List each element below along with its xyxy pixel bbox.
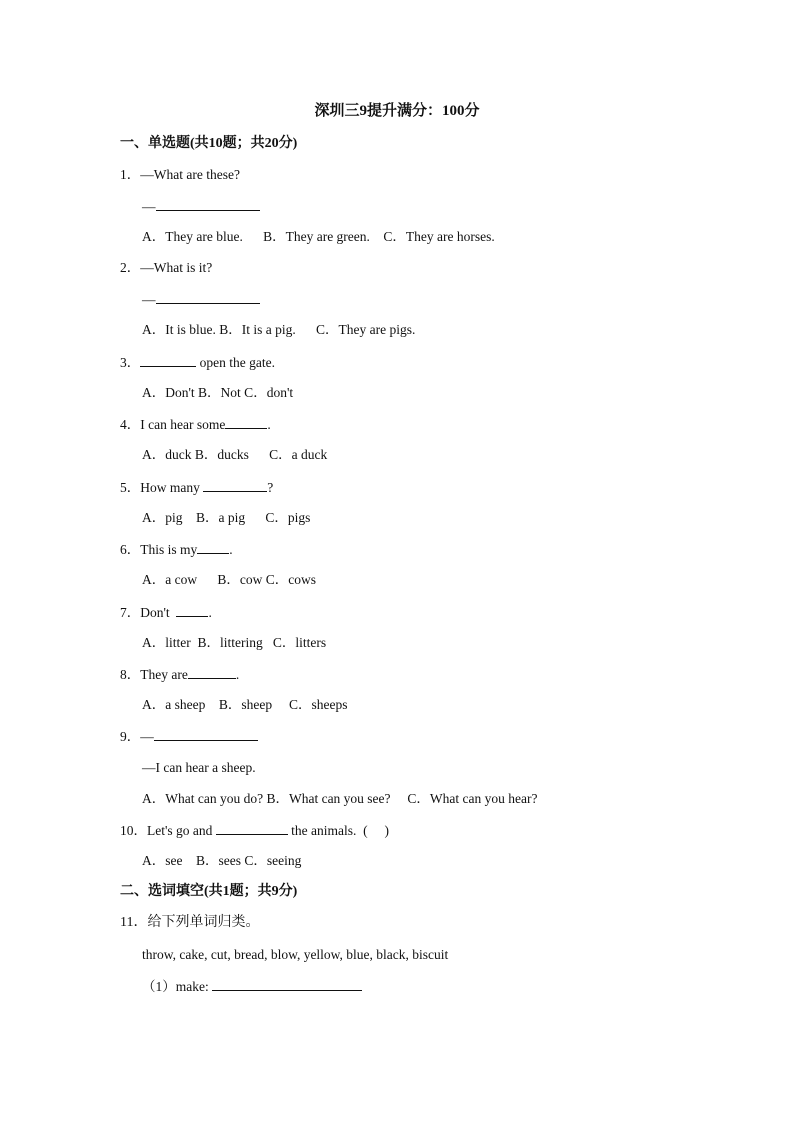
question-10	[120, 821, 389, 840]
page-title: 深圳三9提升满分：100分	[314, 103, 480, 119]
question-text: 9．—	[120, 729, 154, 744]
answer-blank[interactable]	[197, 540, 229, 554]
question-7	[120, 603, 212, 622]
question-8	[120, 665, 239, 684]
question-11-part-1	[142, 977, 362, 996]
answer-blank[interactable]	[203, 478, 267, 492]
answer-blank[interactable]	[156, 290, 260, 304]
answer-blank[interactable]	[176, 603, 208, 617]
question-8-options: A．a sheep B．sheep C．sheeps	[142, 697, 348, 712]
question-text: open the gate.	[196, 355, 275, 370]
answer-dash: —	[142, 199, 156, 214]
answer-blank[interactable]	[225, 415, 267, 429]
answer-blank[interactable]	[188, 665, 236, 679]
section-1-heading: 一、单选题(共10题；共20分)	[120, 136, 298, 151]
question-2-options: A．It is blue. B．It is a pig. C．They are pigs.	[142, 322, 416, 337]
answer-blank[interactable]	[154, 727, 258, 741]
question-text: 4．I can hear some	[120, 417, 226, 432]
question-text-after: the animals. ( )	[287, 823, 390, 838]
question-9-options: A．What can you do? B．What can you see? C．What can you hear?	[142, 791, 538, 806]
question-text: 8．They are	[120, 667, 188, 682]
question-text: 10．Let's go and	[120, 823, 216, 838]
question-5-options: A．pig B．a pig C．pigs	[142, 510, 311, 525]
question-text: 5．How many	[120, 480, 204, 495]
question-5	[120, 478, 273, 497]
question-1-options: A．They are blue. B．They are green. C．They are horses.	[142, 229, 495, 244]
question-9-reply: —I can hear a sheep.	[142, 760, 256, 775]
question-text: 7．Don't	[120, 605, 177, 620]
question-punct: .	[208, 605, 212, 620]
question-number: 3．	[120, 355, 141, 370]
question-9	[120, 727, 258, 746]
question-2-answer-line	[142, 290, 260, 309]
part-label: （1）make:	[142, 979, 213, 994]
question-6	[120, 540, 233, 559]
question-punct: .	[229, 542, 233, 557]
word-list: throw, cake, cut, bread, blow, yellow, blue, black, biscuit	[142, 947, 449, 962]
answer-blank[interactable]	[216, 821, 288, 835]
question-7-options: A．litter B．littering C．litters	[142, 635, 327, 650]
question-1: 1．—What are these?	[120, 167, 240, 182]
question-2: 2．—What is it?	[120, 260, 213, 275]
question-3-options: A．Don't B．Not C．don't	[142, 385, 294, 400]
question-11: 11．给下列单词归类。	[120, 915, 260, 930]
question-3	[120, 353, 275, 372]
question-text: 6．This is my	[120, 542, 198, 557]
question-punct: .	[267, 417, 271, 432]
answer-blank[interactable]	[156, 197, 260, 211]
question-6-options: A．a cow B．cow C．cows	[142, 572, 316, 587]
section-2-heading: 二、选词填空(共1题；共9分)	[120, 884, 298, 899]
question-4-options: A．duck B．ducks C．a duck	[142, 447, 328, 462]
question-10-options: A．see B．sees C．seeing	[142, 853, 302, 868]
question-punct: ?	[267, 480, 274, 495]
answer-dash: —	[142, 292, 156, 307]
answer-blank[interactable]	[212, 977, 362, 991]
question-punct: .	[235, 667, 240, 682]
question-4	[120, 415, 271, 434]
answer-blank[interactable]	[140, 353, 196, 367]
question-1-answer-line	[142, 197, 260, 216]
